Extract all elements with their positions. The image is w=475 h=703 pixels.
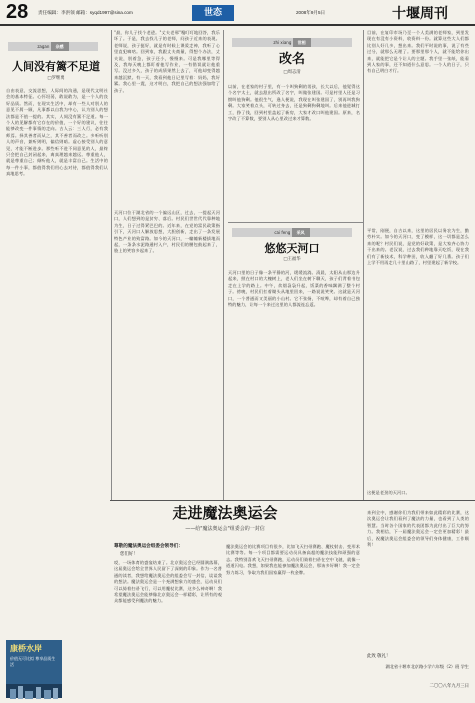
ad-tagline: 价值无可比拟 尊享品质生活 [10, 656, 56, 667]
column-label-pinyin: cai feng [274, 230, 291, 235]
header-rule [0, 24, 475, 26]
letter-salutation: 尊敬的魔法奥运会组委会领导们： [114, 544, 183, 549]
feature-subtitle: ——给"魔法奥运会"组委会的一封信 [185, 526, 265, 532]
feature-title: 走进魔法奥运会 [172, 504, 278, 522]
article-title: 悠悠天河口 [264, 242, 320, 255]
article-body: 自由表意，交流思想，人际间的沟通，是现代文明社会的基本特征。心怀坦荡，敢说敢为，是一个人的良好品质。然而，在现实生活中，却有一些人对别人的意见不屑一顾，凡事都以自我为中心，认为别人的想法都是不值一提的。其实，人间没有篱不足道。每一个人的见解都有它存在的价值，一个好的建议，往往能够改变一件事情的走向。古人云：三人行，必有我师焉。择其善者而从之，其不善者而改之。多听听别人的声音，兼听则明，偏信则暗。虚心接受别人的意见，才能不断进步。那些听不进不同意见的人，最终只会把自己封闭起来，离真理越来越远。尊重他人，就是尊重自己；倾听他人，就是丰富自己。生活中的每一件小事，都值得我们用心去对待，都值得我们认真地思考。 [6, 88, 108, 177]
article-byline: □王福华 [283, 257, 301, 262]
letter-greeting: 您们好！ [120, 552, 138, 557]
article-title: 改名 [278, 52, 305, 67]
column-label [232, 228, 352, 237]
article-body: 平常，刚便，自古以来，这里的居民以务农为生，勤劳朴实。如今的天河口，变了模样，这一切都是怎么来的呢？村民们说，是党的好政策，是大家齐心协力干出来的。老汉说，过去我们种地靠天吃饭，现在我们有了新技术，科学种田，收入翻了好几番。孩子们上学不用再走几十里山路了，村里建起了新学校。 [367, 228, 469, 266]
article-body: "最，你儿子找个老爸。"丈夫老邢"嘎叮叮地回答，我乐坏了。于是，我去找儿子的老师，问孩子近来的表现。老师说，孩子挺好，就是有时候上课爱走神，我听了心里直犯嘀咕。回到家，我跟丈夫商量，得想个办法，丈夫说，别着急，孩子还小，慢慢来。可是我哪里等得及，我每天晚上都盯着他写作业，一有错误就让他重写。没过多久，孩子的成绩果然上去了，可他却变得越来越沉默。有一天，我看到他日记里写着：妈妈，我好累。我心里一震，这才明白，我把自己的想法强加给了孩子。 [114, 30, 220, 93]
section-rule [228, 222, 363, 223]
article-body: 天河口位于湖北省的一个偏远山区，过去，一提起天河口，人们想到的是贫穷、落后。村民们世世代代靠种地为生，日子过得紧巴巴的。近年来，在党的富民政策指引下，天河口人解放思想，大胆创新，走出了一条发展特色产业的致富路。如今的天河口，一幢幢新楼拔地而起，一条条水泥路通村入户，村民们的腰包鼓起来了，脸上的笑容多起来了。 [114, 210, 220, 254]
section-badge: 世态 [192, 5, 234, 21]
letter-body: 哎，一场体育的盛宴结束了。北京奥运会已经圆满落幕，这届奥运会给全世界人民留下了深刻的印象。作为一名普通的读者，我想给魔法奥运会的组委会写一封信，谈谈我的想法。魔法奥运会是一个充满想象力的盛会，运动员们可以骑着扫帚飞行，可以用魔杖比赛，这多么神奇啊！我希望魔法奥运会能够像北京奥运会一样精彩，让所有的观众都能感受到魔法的魅力。 [114, 560, 222, 604]
advertisement [6, 640, 62, 698]
article-byline: □周志清 [283, 70, 301, 75]
column-divider [223, 30, 224, 500]
feature-rule [110, 500, 475, 501]
article-closing: 这便是老劲的天河口。 [367, 490, 410, 495]
article-byline: □罗继勇 [47, 76, 65, 81]
masthead: 十堰周刊 [392, 6, 448, 22]
article-title: 人间没有篱不足道 [12, 60, 100, 73]
issue-date: 2008年9月5日 [296, 10, 326, 15]
letter-body: 魔法奥运会的比赛项目有很多，比如飞天扫帚赛跑、魔杖射击、变形术比赛等等。每一个项目都需要运动员具备高超的魔法技能和顽强的意志。我特别喜欢飞天扫帚赛跑，运动员们骑着扫帚在空中飞驰，就像一道道闪电。我想，如果我也能参加魔法奥运会，那该多好啊！我一定会努力练习，争取为我们国家赢得一枚金牌。 [226, 544, 360, 575]
skyline-icon [6, 685, 62, 699]
letter-closing: 此致 敬礼！ [367, 654, 391, 659]
letter-body: 来到全中，感谢你们为我们带来如此精彩的比赛，这次奥运会让我们看到了魔法的力量，也看到了人类的智慧。当时各个国家的代表团都为此付出了巨大的努力。我相信，下一届魔法奥运会一定会更加精彩！最后，祝魔法奥运会组委会的领导们身体健康，工作顺利！ [367, 510, 469, 548]
letter-signer: 湖北省十堰市北京路小学六年级（2）班 学生 [385, 664, 469, 669]
column-label-pinyin: zhi xiang [273, 40, 292, 45]
column-label-chinese: 世相 [293, 38, 311, 47]
column-divider [363, 30, 364, 500]
column-label [232, 38, 352, 47]
ad-headline: 康桥水岸 [10, 644, 42, 653]
article-body: 目前，在复印市场乃至一个人美满的老师家，到里发现在有没有小资料，收资料一份。就算这些大人们都比别人好几多，想出来。我们平时说的事，说了有些过分，就那么无理了。要那里那个人，就不能给你出来，就能把它是个让人的主题。我手里一张纸，能看到人家的事，还不知道什么意思。一个人的日子，只有自己明白才行。 [367, 30, 469, 74]
article-body: 天河口里的日子像一条平静的河，缓缓流淌。清晨，太阳从山那边升起来，照在村口的大槐树上，老人们坐在树下聊天，孩子们背着书包走在上学的路上。中午，炊烟袅袅升起，饭菜的香味飘满了整个村子。傍晚，村民们扛着锄头从地里回来，一路说说笑笑。这就是天河口，一个普通而又美丽的小山村。它不张扬，不喧哗，却有着自己独特的魅力，让每一个来过这里的人都流连忘返。 [228, 270, 360, 308]
article-body: 以前，在老家的村子里，有一个叫狗剩的男孩，长大以后，他觉得这个名字太土，就去派出所改了名字，叫做张建国。可是村里人还是习惯叫他狗剩。他很生气，逢人便说，我现在叫张建国了，别再叫我狗剩。大家笑着点头，可转过身去，还是狗剩狗剩地叫。后来他进城打工，挣了钱，回到村里盖起了新房，大家才改口叫他建国。原来，名字改了不算数，要别人从心里改过来才算数。 [228, 84, 360, 122]
editor-info: 责任编辑：李洪领 邮箱：syqd1997@sina.com [38, 10, 133, 15]
ad-building-image [6, 684, 62, 698]
column-label-chinese: 采风 [292, 228, 310, 237]
page-number: 28 [6, 1, 29, 23]
column-label [8, 42, 98, 51]
letter-date: 二〇〇八年九月三日 [429, 684, 469, 689]
column-label-chinese: 杂感 [51, 42, 69, 51]
column-divider [111, 30, 112, 500]
column-label-pinyin: zagan [37, 44, 50, 49]
